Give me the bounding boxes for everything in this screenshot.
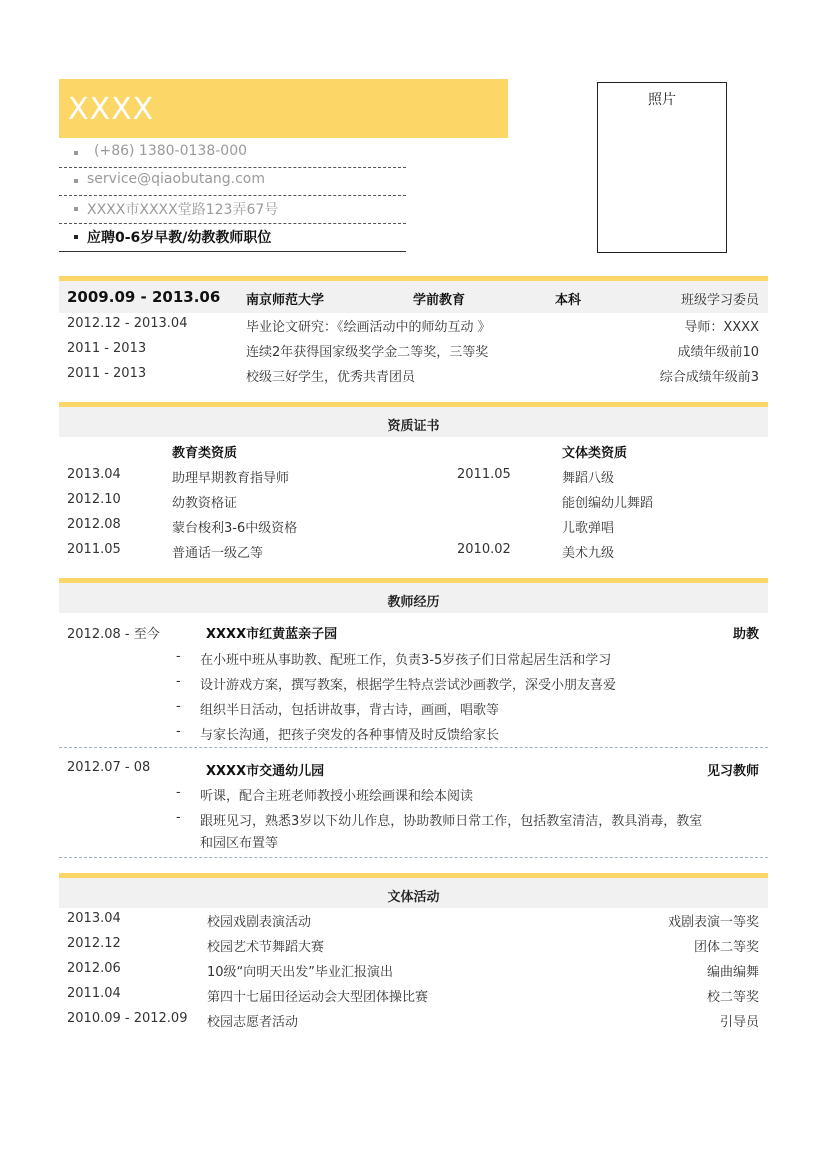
cert-name: 助理早期教育指导师 bbox=[172, 471, 290, 486]
job-org: XXXX市交通幼儿园 bbox=[206, 764, 325, 779]
certificates-title: 资质证书 bbox=[387, 419, 440, 434]
cert-date: 2011.05 bbox=[457, 467, 511, 482]
cert-name: 蒙台梭利3-6中级资格 bbox=[172, 521, 298, 536]
dashed-divider bbox=[59, 857, 768, 858]
edu-degree: 本科 bbox=[555, 293, 582, 308]
cert-date: 2013.04 bbox=[67, 467, 121, 482]
activity-award: 编曲编舞 bbox=[706, 965, 759, 980]
cert-left-header: 教育类资质 bbox=[172, 446, 238, 461]
activity-date: 2010.09 - 2012.09 bbox=[67, 1011, 188, 1026]
job-duty: 设计游戏方案，撰写教案，根据学生特点尝试沙画教学，深受小朋友喜爱 bbox=[200, 678, 617, 693]
job-duty: 与家长沟通，把孩子突发的各种事情及时反馈给家长 bbox=[200, 728, 500, 743]
edu-school: 南京师范大学 bbox=[246, 293, 325, 308]
job-date: 2012.07 - 08 bbox=[67, 760, 151, 775]
cert-name: 普通话一级乙等 bbox=[172, 546, 264, 561]
cert-name: 美术九级 bbox=[562, 546, 615, 561]
job-duty: 在小班中班从事助教、配班工作，负责3-5岁孩子们日常起居生活和学习 bbox=[200, 653, 612, 668]
job-org: XXXX市红黄蓝亲子园 bbox=[206, 627, 338, 642]
activity-date: 2012.06 bbox=[67, 961, 121, 976]
cert-name: 儿歌弹唱 bbox=[562, 521, 615, 536]
job-duty-continued: 和园区布置等 bbox=[200, 836, 279, 851]
job-role: 助教 bbox=[732, 627, 759, 642]
activity-award: 戏剧表演一等奖 bbox=[667, 915, 759, 930]
activity-name: 校园志愿者活动 bbox=[207, 1015, 299, 1030]
job-objective bbox=[59, 223, 406, 252]
cert-name: 能创编幼儿舞蹈 bbox=[562, 496, 654, 511]
dash-bullet-icon: - bbox=[176, 785, 181, 800]
dash-bullet-icon: - bbox=[176, 724, 181, 739]
activity-name: 校园戏剧表演活动 bbox=[207, 915, 312, 930]
edu-row-date: 2012.12 - 2013.04 bbox=[67, 316, 188, 331]
edu-row-desc: 连续2年获得国家级奖学金二等奖，三等奖 bbox=[246, 345, 489, 360]
activities-title: 文体活动 bbox=[387, 890, 440, 905]
cert-date: 2010.02 bbox=[457, 542, 511, 557]
edu-row-note: 综合成绩年级前3 bbox=[659, 370, 759, 385]
dash-bullet-icon: - bbox=[176, 674, 181, 689]
dash-bullet-icon: - bbox=[176, 699, 181, 714]
dashed-divider bbox=[59, 747, 768, 748]
activity-date: 2011.04 bbox=[67, 986, 121, 1001]
experience-title: 教师经历 bbox=[387, 595, 440, 610]
activity-award: 校二等奖 bbox=[706, 990, 759, 1005]
job-date: 2012.08 - 至今 bbox=[67, 627, 160, 642]
cert-date: 2011.05 bbox=[67, 542, 121, 557]
address-text: XXXX市XXXX堂路123弄67号 bbox=[87, 202, 279, 218]
email-text: service@qiaobutang.com bbox=[87, 171, 266, 187]
bullet-icon bbox=[74, 235, 78, 239]
job-role: 见习教师 bbox=[706, 764, 759, 779]
contact-email bbox=[59, 167, 406, 196]
cert-right-header: 文体类资质 bbox=[562, 446, 628, 461]
dash-bullet-icon: - bbox=[176, 649, 181, 664]
photo-placeholder bbox=[597, 82, 727, 253]
edu-row-date: 2011 - 2013 bbox=[67, 366, 147, 381]
contact-phone bbox=[59, 139, 406, 168]
edu-row-note: 导师：XXXX bbox=[684, 320, 759, 335]
activity-name: 10级“向明天出发”毕业汇报演出 bbox=[207, 965, 394, 980]
job-duty: 组织半日活动，包括讲故事，背古诗，画画，唱歌等 bbox=[200, 703, 500, 718]
edu-role: 班级学习委员 bbox=[680, 293, 759, 308]
phone-text: (+86) 1380-0138-000 bbox=[94, 143, 248, 159]
activity-award: 团体二等奖 bbox=[693, 940, 759, 955]
cert-date: 2012.08 bbox=[67, 517, 121, 532]
bullet-icon bbox=[74, 179, 78, 183]
edu-major: 学前教育 bbox=[413, 293, 466, 308]
bullet-icon bbox=[74, 151, 78, 155]
edu-row-date: 2011 - 2013 bbox=[67, 341, 147, 356]
edu-row-desc: 毕业论文研究：《绘画活动中的师幼互动 》 bbox=[246, 320, 491, 335]
photo-label: 照片 bbox=[648, 92, 676, 108]
bullet-icon bbox=[74, 207, 78, 211]
contact-address bbox=[59, 195, 406, 224]
dash-bullet-icon: - bbox=[176, 810, 181, 825]
cert-date: 2012.10 bbox=[67, 492, 121, 507]
candidate-name: XXXX bbox=[68, 92, 155, 127]
cert-name: 幼教资格证 bbox=[172, 496, 238, 511]
activity-date: 2013.04 bbox=[67, 911, 121, 926]
objective-text: 应聘0-6岁早教/幼教教师职位 bbox=[87, 230, 272, 246]
activity-name: 第四十七届田径运动会大型团体操比赛 bbox=[207, 990, 429, 1005]
cert-name: 舞蹈八级 bbox=[562, 471, 615, 486]
activity-date: 2012.12 bbox=[67, 936, 121, 951]
edu-row-note: 成绩年级前10 bbox=[677, 345, 759, 360]
edu-period: 2009.09 - 2013.06 bbox=[67, 288, 221, 306]
activity-award: 引导员 bbox=[719, 1015, 759, 1030]
job-duty: 跟班见习，熟悉3岁以下幼儿作息，协助教师日常工作，包括教室清洁，教具消毒，教室 bbox=[200, 814, 703, 829]
job-duty: 听课，配合主班老师教授小班绘画课和绘本阅读 bbox=[200, 789, 474, 804]
edu-row-desc: 校级三好学生，优秀共青团员 bbox=[246, 370, 416, 385]
activity-name: 校园艺术节舞蹈大赛 bbox=[207, 940, 325, 955]
